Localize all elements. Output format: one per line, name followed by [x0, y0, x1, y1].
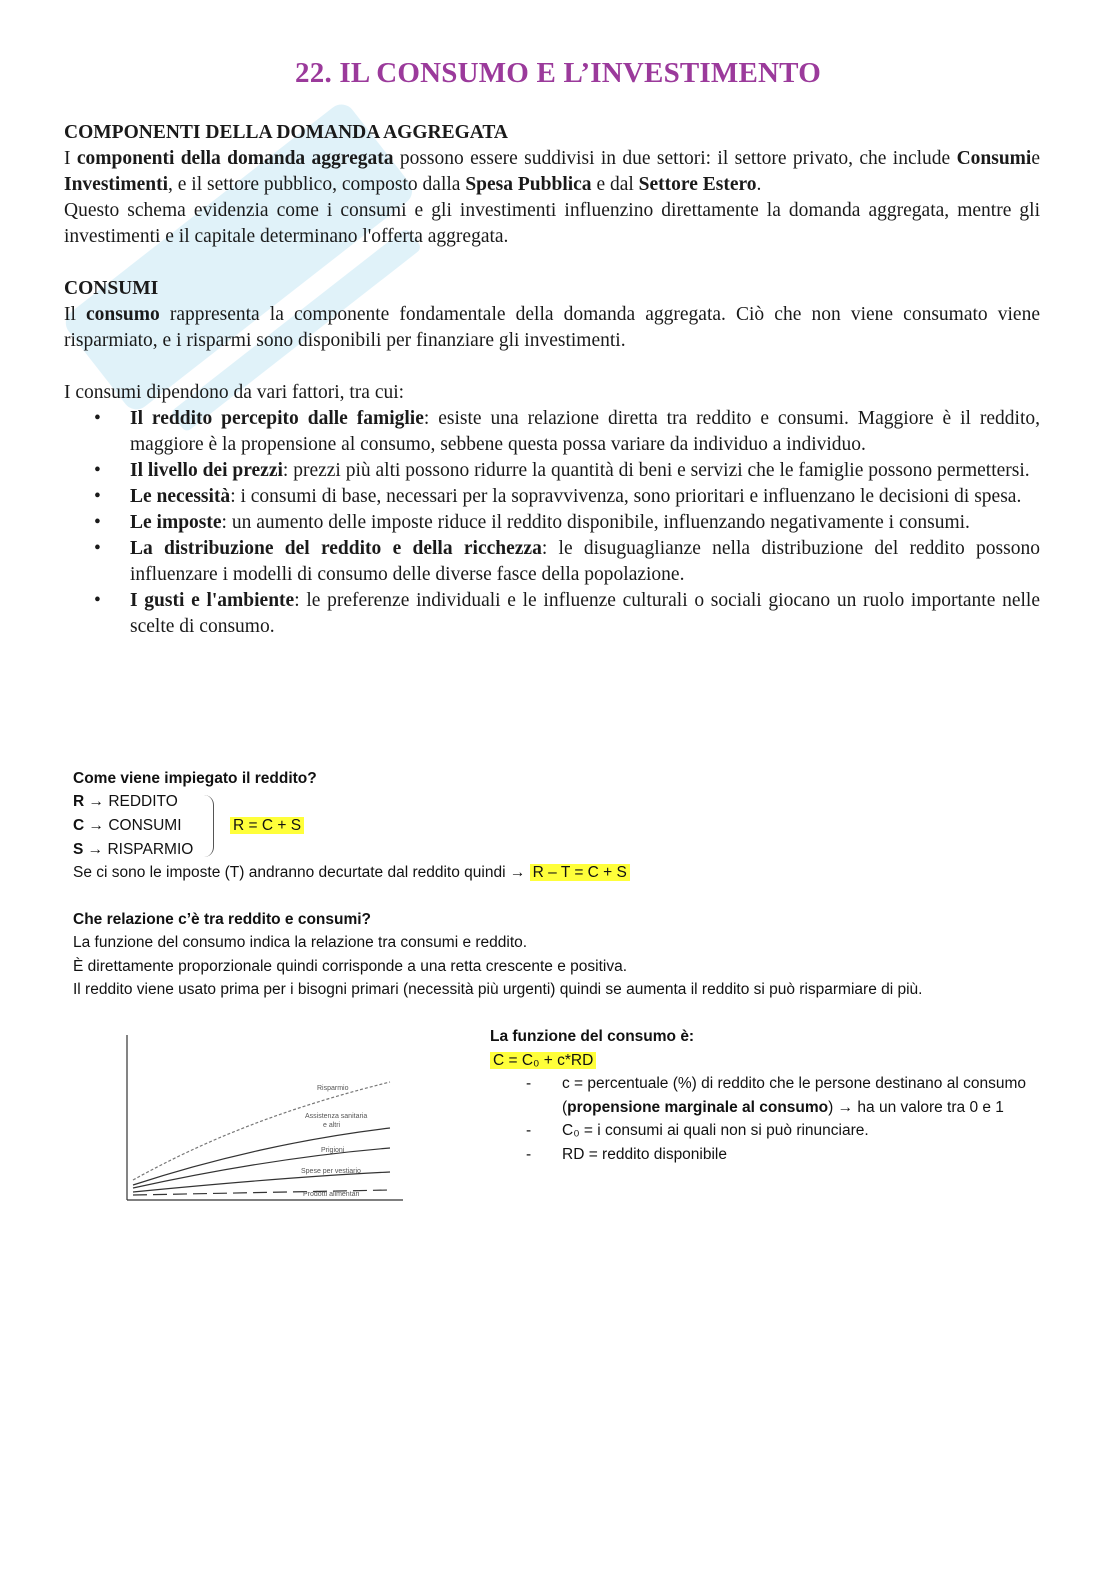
grouping-brace [203, 795, 214, 857]
scan-row-consumi: C → CONSUMI [73, 817, 182, 834]
list-item: • Il livello dei prezzi: prezzi più alti possono ridurre la quantità di beni e servizi che le famiglie possono permettersi. [94, 460, 1030, 481]
chart-label-vestiario: Spese per vestiario [301, 1168, 361, 1175]
function-item-c: - c = percentuale (%) di reddito che le persone destinano al consumo (propensione marginale al consumo) → ha un valore tra 0 e 1 [526, 1075, 1026, 1116]
scan-row-reddito: R → REDDITO [73, 793, 178, 810]
function-item-rd: - RD = reddito disponibile [526, 1145, 727, 1163]
chart-line-assistenza [133, 1128, 390, 1185]
equation-reddito: R = C + S [230, 814, 304, 838]
section-heading-consumi: CONSUMI [64, 278, 159, 299]
chart-label-alimentari: Prodotti alimentari [303, 1191, 360, 1198]
paragraph-componenti: I componenti della domanda aggregata possono essere suddivisi in due settori: il settore privato, che include Consumie Investimenti, e il settore pubblico, composto dalla Spesa Pubblica e dal Settore Estero. [64, 148, 1040, 195]
scan-line-1: La funzione del consumo indica la relazione tra consumi e reddito. [73, 934, 528, 951]
scan-row-risparmio: S → RISPARMIO [73, 841, 194, 858]
chart-label-assistenza-2: e altri [323, 1122, 341, 1129]
list-item: • Il reddito percepito dalle famiglie: esiste una relazione diretta tra reddito e consumi. Maggiore è il reddito, maggiore è la propensione al consumo, sebbene questa possa variare da individuo a individuo. [94, 408, 1040, 455]
paragraph-schema: Questo schema evidenzia come i consumi e gli investimenti influenzino direttamente la domanda aggregata, mentre gli investimenti e il capitale determinano l'offerta aggregata. [64, 200, 1040, 247]
list-item: • I gusti e l'ambiente: le preferenze individuali e le influenze culturali o sociali giocano un ruolo importante nelle scelte di consumo. [94, 590, 1040, 637]
chart-label-assistenza: Assistenza sanitaria [305, 1113, 368, 1120]
main-text [64, 120, 1040, 640]
consumption-chart [85, 1030, 415, 1230]
chart-label-prigioni: Prigioni [321, 1147, 345, 1154]
paragraph-fattori-intro: I consumi dipendono da vari fattori, tra cui: [64, 382, 405, 403]
scan-line-2: È direttamente proporzionale quindi corrisponde a una retta crescente e positiva. [73, 958, 628, 975]
list-item: • La distribuzione del reddito e della ricchezza: le disuguaglianze nella distribuzione del reddito possono influenzare i modelli di consumo delle diverse fasce della popolazione. [94, 538, 1040, 585]
chart-label-risparmio: Risparmio [317, 1085, 349, 1092]
list-item: • Le imposte: un aumento delle imposte riduce il reddito disponibile, influenzando negativamente i consumi. [94, 512, 970, 533]
scan-question-relazione: Che relazione c’è tra reddito e consumi? [73, 911, 372, 928]
factor-list [64, 406, 1040, 640]
page-title: 22. IL CONSUMO E L’INVESTIMENTO [295, 57, 821, 89]
chart-line-risparmio [133, 1082, 390, 1180]
function-item-c0: - C₀ = i consumi ai quali non si può rinunciare. [526, 1122, 869, 1139]
chart-line-vestiario [133, 1172, 390, 1192]
consumption-function [490, 1025, 1050, 1166]
function-title: La funzione del consumo è: [490, 1028, 695, 1045]
function-formula: C = C₀ + c*RD [490, 1049, 1050, 1073]
list-item: • Le necessità: i consumi di base, necessari per la sopravvivenza, sono prioritari e influenzano le decisioni di spesa. [94, 486, 1022, 507]
scan-line-3: Il reddito viene usato prima per i bisogni primari (necessità più urgenti) quindi se aumenta il reddito si può risparmiare di più. [73, 981, 923, 998]
scan-tax-line: Se ci sono le imposte (T) andranno decurtate dal reddito quindi → R – T = C + S [73, 861, 630, 885]
section-heading-componenti: COMPONENTI DELLA DOMANDA AGGREGATA [64, 122, 509, 143]
paragraph-consumo: Il consumo rappresenta la componente fondamentale della domanda aggregata. Ciò che non viene consumato viene risparmiato, e i risparmi sono disponibili per finanziare gli investimenti. [64, 304, 1040, 351]
scan-question-impiego: Come viene impiegato il reddito? [73, 770, 317, 787]
